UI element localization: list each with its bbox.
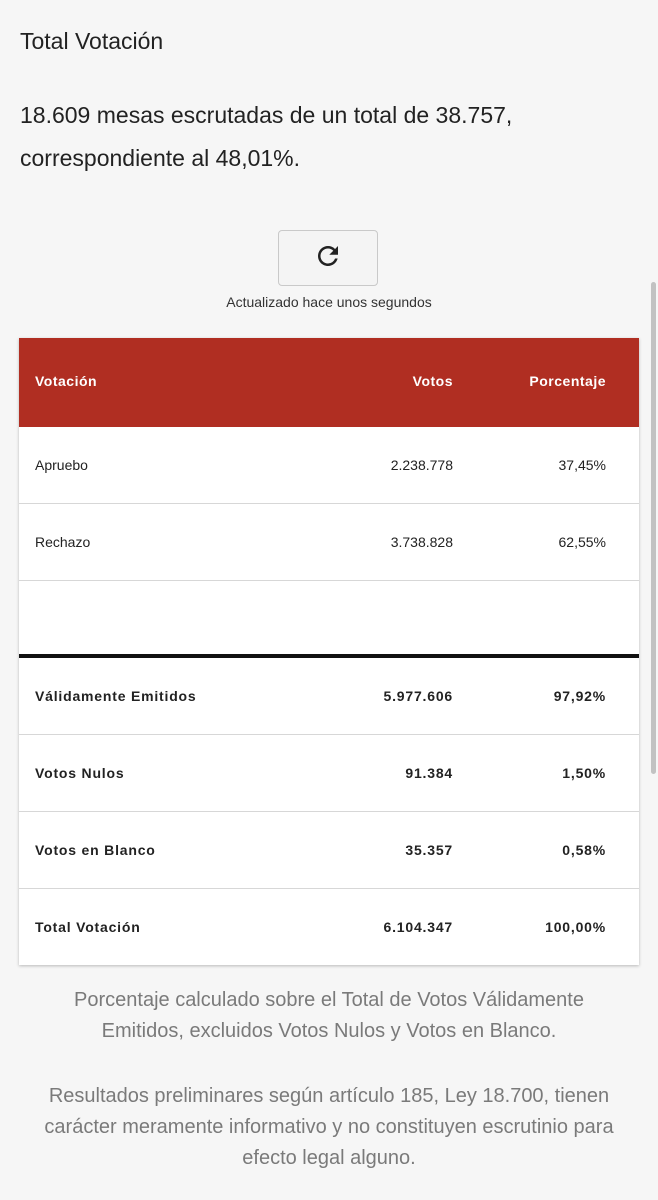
page-title: Total Votación — [20, 28, 164, 54]
refresh-button[interactable] — [278, 230, 378, 286]
header-votos[interactable]: Votos — [412, 373, 453, 389]
option-percent: 62,55% — [558, 534, 606, 550]
last-updated-text: Actualizado hace unos segundos — [226, 294, 432, 310]
table-row-rechazo — [19, 504, 639, 581]
table-header — [19, 338, 639, 427]
tally-summary: 18.609 mesas escrutadas de un total de 38.757, correspondiente al 48,01%. — [20, 102, 513, 171]
header-votacion[interactable]: Votación — [35, 373, 98, 389]
header-porcentaje[interactable]: Porcentaje — [529, 373, 606, 389]
page-scrollbar[interactable] — [651, 282, 656, 774]
total-votes: 91.384 — [405, 765, 453, 781]
total-percent: 100,00% — [545, 919, 606, 935]
results-table — [19, 338, 639, 965]
percentage-note: Porcentaje calculado sobre el Total de Votos Válidamente Emitidos, excluidos Votos Nulos y Votos en Blanco. — [74, 989, 584, 1042]
option-votes: 3.738.828 — [390, 534, 453, 550]
option-name: Apruebo — [35, 457, 88, 473]
table-row-blanco — [19, 812, 639, 889]
total-votes: 35.357 — [405, 842, 453, 858]
table-row-nulos — [19, 735, 639, 812]
total-percent: 97,92% — [553, 688, 606, 704]
total-label: Votos Nulos — [35, 765, 125, 781]
total-votes: 6.104.347 — [383, 919, 453, 935]
table-row-validos — [19, 658, 639, 735]
refresh-icon — [313, 241, 343, 276]
table-row-total — [19, 889, 639, 965]
total-percent: 0,58% — [562, 842, 606, 858]
total-label: Válidamente Emitidos — [35, 688, 197, 704]
total-label: Total Votación — [35, 919, 141, 935]
total-votes: 5.977.606 — [383, 688, 453, 704]
option-name: Rechazo — [35, 534, 91, 550]
option-percent: 37,45% — [558, 457, 606, 473]
total-label: Votos en Blanco — [35, 842, 156, 858]
legal-disclaimer: Resultados preliminares según artículo 185, Ley 18.700, tienen carácter meramente informativo y no constituyen escrutinio para efecto legal alguno. — [44, 1085, 614, 1169]
table-row-apruebo — [19, 427, 639, 504]
option-votes: 2.238.778 — [390, 457, 453, 473]
total-percent: 1,50% — [562, 765, 606, 781]
table-separator — [19, 581, 639, 658]
